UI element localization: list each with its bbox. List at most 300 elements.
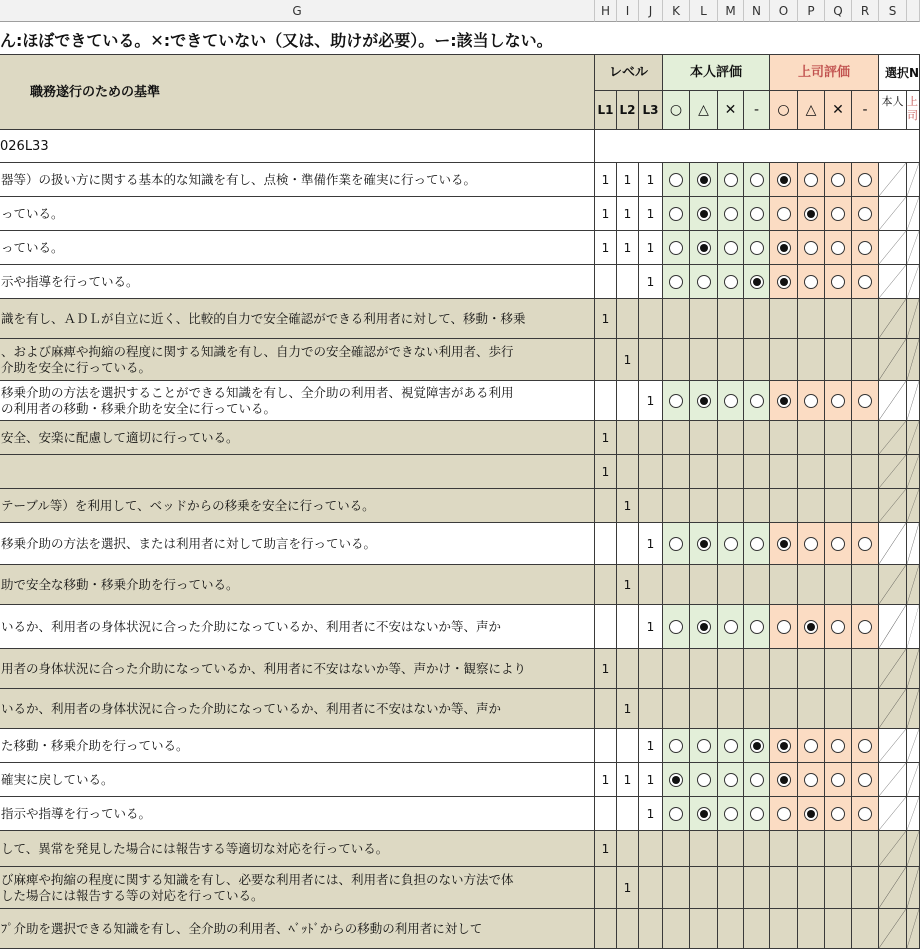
radio-button[interactable]: [669, 739, 683, 753]
select-boss-cell: [907, 565, 920, 605]
self-eval-cell[interactable]: [718, 163, 744, 197]
self-eval-cell[interactable]: [744, 729, 770, 763]
radio-button[interactable]: [697, 620, 711, 634]
boss-eval-cell: [852, 299, 879, 339]
boss-eval-cell[interactable]: [798, 163, 825, 197]
column-header-n[interactable]: N: [744, 0, 770, 22]
radio-button[interactable]: [697, 173, 711, 187]
radio-button[interactable]: [777, 739, 791, 753]
criteria-row-6: 移乗介助の方法を選択することができる知識を有し、全介助の利用者、視覚障害がある利用 の利用者の移動・移乗介助を安全に行っている。: [0, 381, 595, 421]
criteria-row-9: テーブル等）を利用して、ベッドからの移乗を安全に行っている。: [0, 489, 595, 523]
select-self-cell: [879, 163, 907, 197]
boss-eval-cell[interactable]: [825, 265, 852, 299]
select-boss-cell: [907, 689, 920, 729]
criteria-header-label: 職務遂行のための基準: [30, 85, 161, 100]
level-cell: [617, 455, 639, 489]
criteria-row-15: た移動・移乗介助を行っている。: [0, 729, 595, 763]
select-self-cell: [879, 197, 907, 231]
radio-button[interactable]: [750, 773, 764, 787]
criteria-row-10: 移乗介助の方法を選択、または利用者に対して助言を行っている。: [0, 523, 595, 565]
self-mark-1: △: [690, 91, 718, 130]
boss-eval-cell[interactable]: [852, 605, 879, 649]
column-header-j[interactable]: J: [639, 0, 663, 22]
select-header: [879, 55, 920, 91]
self-eval-cell: [718, 299, 744, 339]
radio-button[interactable]: [724, 207, 738, 221]
radio-button[interactable]: [724, 537, 738, 551]
self-eval-cell: [744, 489, 770, 523]
level-cell: [595, 339, 617, 381]
self-eval-cell[interactable]: [744, 265, 770, 299]
self-eval-cell: [690, 649, 718, 689]
radio-button[interactable]: [858, 394, 872, 408]
self-eval-cell[interactable]: [663, 163, 690, 197]
boss-eval-cell[interactable]: [770, 763, 798, 797]
select-boss-cell: [907, 455, 920, 489]
self-eval-cell: [663, 649, 690, 689]
level-cell: 1: [639, 163, 663, 197]
self-eval-cell[interactable]: [718, 523, 744, 565]
boss-eval-cell[interactable]: [825, 763, 852, 797]
select-self-cell: [879, 763, 907, 797]
self-eval-cell: [718, 867, 744, 909]
radio-button[interactable]: [669, 773, 683, 787]
boss-eval-cell[interactable]: [798, 605, 825, 649]
radio-button[interactable]: [697, 394, 711, 408]
self-eval-cell: [744, 339, 770, 381]
level-cell: [617, 605, 639, 649]
radio-button[interactable]: [724, 807, 738, 821]
radio-button[interactable]: [724, 275, 738, 289]
self-eval-cell[interactable]: [663, 197, 690, 231]
self-eval-cell[interactable]: [690, 197, 718, 231]
self-eval-cell: [663, 831, 690, 867]
level-cell: [617, 421, 639, 455]
radio-button[interactable]: [777, 207, 791, 221]
self-eval-cell: [690, 489, 718, 523]
column-header-l[interactable]: L: [690, 0, 718, 22]
radio-button[interactable]: [669, 207, 683, 221]
radio-button[interactable]: [724, 394, 738, 408]
self-eval-cell: [690, 909, 718, 949]
radio-button[interactable]: [858, 739, 872, 753]
select-self-cell: [879, 523, 907, 565]
level-cell: 1: [595, 831, 617, 867]
level-cell: [639, 489, 663, 523]
boss-eval-cell[interactable]: [852, 523, 879, 565]
radio-button[interactable]: [777, 241, 791, 255]
column-header-m[interactable]: M: [718, 0, 744, 22]
level-cell: [617, 729, 639, 763]
self-eval-cell: [744, 299, 770, 339]
level-cell: [639, 867, 663, 909]
radio-button[interactable]: [669, 394, 683, 408]
column-header-i[interactable]: I: [617, 0, 639, 22]
boss-eval-cell[interactable]: [770, 729, 798, 763]
radio-button[interactable]: [831, 739, 845, 753]
level-cell: [595, 265, 617, 299]
level-cell: [639, 339, 663, 381]
self-eval-cell[interactable]: [690, 797, 718, 831]
radio-button[interactable]: [831, 394, 845, 408]
criteria-row-2: っている。: [0, 231, 595, 265]
select-boss-cell: [907, 909, 920, 949]
radio-button[interactable]: [750, 537, 764, 551]
select-boss-cell: [907, 523, 920, 565]
radio-button[interactable]: [697, 739, 711, 753]
radio-button[interactable]: [724, 241, 738, 255]
self-eval-cell: [690, 421, 718, 455]
level-cell: 1: [639, 381, 663, 421]
radio-button[interactable]: [750, 173, 764, 187]
self-eval-cell[interactable]: [690, 763, 718, 797]
column-header-k[interactable]: K: [663, 0, 690, 22]
self-eval-cell[interactable]: [718, 605, 744, 649]
criteria-row-11: 助で安全な移動・移乗介助を行っている。: [0, 565, 595, 605]
self-mark-0: ○: [663, 91, 690, 130]
column-header-h[interactable]: H: [595, 0, 617, 22]
self-eval-cell[interactable]: [744, 605, 770, 649]
radio-button[interactable]: [750, 807, 764, 821]
radio-button[interactable]: [697, 807, 711, 821]
radio-button[interactable]: [777, 773, 791, 787]
boss-eval-cell[interactable]: [770, 381, 798, 421]
radio-button[interactable]: [669, 537, 683, 551]
criteria-row-19: び麻痺や拘縮の程度に関する知識を有し、必要な利用者には、利用者に負担のない方法で体 した場合には報告する等の対応を行っている。: [0, 867, 595, 909]
radio-button[interactable]: [669, 620, 683, 634]
radio-button[interactable]: [697, 537, 711, 551]
criteria-row-17: 指示や指導を行っている。: [0, 797, 595, 831]
boss-eval-cell[interactable]: [770, 163, 798, 197]
boss-eval-cell[interactable]: [798, 231, 825, 265]
criteria-row-20: ﾌﾟ介助を選択できる知識を有し、全介助の利用者、ﾍﾞｯﾄﾞからの移動の利用者に対して: [0, 909, 595, 949]
radio-button[interactable]: [858, 620, 872, 634]
boss-eval-cell: [770, 339, 798, 381]
level-cell: [617, 299, 639, 339]
select-self-cell: [879, 649, 907, 689]
radio-button[interactable]: [750, 620, 764, 634]
level-cell: 1: [639, 797, 663, 831]
level-cell: [639, 299, 663, 339]
level-cell: 1: [617, 339, 639, 381]
select-self-cell: [879, 797, 907, 831]
self-eval-cell[interactable]: [744, 381, 770, 421]
self-eval-cell[interactable]: [663, 381, 690, 421]
boss-eval-cell[interactable]: [852, 197, 879, 231]
radio-button[interactable]: [804, 773, 818, 787]
radio-button[interactable]: [804, 173, 818, 187]
self-eval-cell[interactable]: [690, 163, 718, 197]
self-eval-cell[interactable]: [663, 605, 690, 649]
self-eval-cell[interactable]: [718, 381, 744, 421]
radio-button[interactable]: [804, 739, 818, 753]
radio-button[interactable]: [858, 807, 872, 821]
column-header-t[interactable]: [907, 0, 920, 22]
radio-button[interactable]: [669, 241, 683, 255]
boss-eval-cell[interactable]: [770, 797, 798, 831]
boss-eval-cell[interactable]: [852, 265, 879, 299]
criteria-row-4: 識を有し、ＡＤＬが自立に近く、比較的自力で安全確認ができる利用者に対して、移動・移乗: [0, 299, 595, 339]
radio-button[interactable]: [831, 173, 845, 187]
level-cell: 1: [595, 197, 617, 231]
select-self-cell: [879, 605, 907, 649]
boss-eval-cell[interactable]: [852, 729, 879, 763]
self-eval-cell[interactable]: [690, 265, 718, 299]
boss-eval-cell: [852, 421, 879, 455]
radio-button[interactable]: [858, 537, 872, 551]
boss-eval-cell[interactable]: [770, 523, 798, 565]
self-eval-cell: [690, 565, 718, 605]
radio-button[interactable]: [750, 739, 764, 753]
self-eval-cell: [663, 909, 690, 949]
self-eval-cell: [718, 339, 744, 381]
self-eval-cell[interactable]: [663, 797, 690, 831]
self-eval-cell[interactable]: [690, 231, 718, 265]
radio-button[interactable]: [804, 807, 818, 821]
self-eval-cell: [744, 831, 770, 867]
self-eval-cell[interactable]: [718, 231, 744, 265]
self-eval-cell: [690, 339, 718, 381]
radio-button[interactable]: [777, 620, 791, 634]
select-boss-cell: [907, 763, 920, 797]
boss-eval-cell[interactable]: [852, 381, 879, 421]
boss-eval-cell[interactable]: [852, 797, 879, 831]
radio-button[interactable]: [804, 275, 818, 289]
criteria-row-18: して、異常を発見した場合には報告する等適切な対応を行っている。: [0, 831, 595, 867]
radio-button[interactable]: [804, 394, 818, 408]
boss-eval-header: [770, 55, 879, 91]
level-cell: [617, 649, 639, 689]
radio-button[interactable]: [724, 620, 738, 634]
radio-button[interactable]: [777, 275, 791, 289]
level-cell: [595, 729, 617, 763]
self-eval-cell: [663, 339, 690, 381]
select-boss-cell: [907, 489, 920, 523]
level-cell: 1: [595, 763, 617, 797]
level-cell: 1: [639, 763, 663, 797]
boss-eval-cell[interactable]: [770, 197, 798, 231]
criteria-row-12: いるか、利用者の身体状況に合った介助になっているか、利用者に不安はないか等、声か: [0, 605, 595, 649]
boss-eval-cell[interactable]: [825, 381, 852, 421]
self-eval-cell[interactable]: [718, 763, 744, 797]
column-header-r[interactable]: R: [852, 0, 879, 22]
column-header-g[interactable]: G: [0, 0, 595, 22]
criteria-row-8: [0, 455, 595, 489]
level-sub-l3: L3: [639, 91, 663, 130]
level-cell: [639, 565, 663, 605]
radio-button[interactable]: [831, 241, 845, 255]
self-eval-cell: [690, 867, 718, 909]
level-cell: 1: [617, 565, 639, 605]
radio-button[interactable]: [858, 275, 872, 289]
radio-button[interactable]: [669, 275, 683, 289]
radio-button[interactable]: [831, 620, 845, 634]
select-self-cell: [879, 729, 907, 763]
boss-eval-cell: [770, 455, 798, 489]
boss-eval-cell[interactable]: [798, 265, 825, 299]
radio-button[interactable]: [724, 173, 738, 187]
self-eval-cell[interactable]: [663, 265, 690, 299]
level-cell: 1: [639, 197, 663, 231]
self-eval-cell[interactable]: [718, 265, 744, 299]
self-eval-cell[interactable]: [744, 197, 770, 231]
radio-button[interactable]: [777, 394, 791, 408]
boss-eval-cell: [770, 909, 798, 949]
boss-eval-cell: [825, 831, 852, 867]
sheet-title: ん:ほぼできている。✕:できていない（又は、助けが必要）。ー:該当しない。: [0, 22, 920, 55]
radio-button[interactable]: [804, 241, 818, 255]
radio-button[interactable]: [777, 537, 791, 551]
radio-button[interactable]: [804, 620, 818, 634]
code-label: 026L33: [0, 130, 595, 163]
boss-eval-cell[interactable]: [825, 605, 852, 649]
level-cell: 1: [595, 163, 617, 197]
self-eval-cell: [744, 421, 770, 455]
self-eval-cell[interactable]: [744, 523, 770, 565]
radio-button[interactable]: [858, 773, 872, 787]
self-eval-cell[interactable]: [690, 605, 718, 649]
self-eval-cell[interactable]: [663, 523, 690, 565]
radio-button[interactable]: [750, 207, 764, 221]
boss-eval-cell[interactable]: [825, 197, 852, 231]
select-boss-cell: [907, 381, 920, 421]
boss-eval-cell[interactable]: [798, 763, 825, 797]
boss-eval-cell[interactable]: [825, 231, 852, 265]
radio-button[interactable]: [697, 207, 711, 221]
radio-button[interactable]: [777, 807, 791, 821]
radio-button[interactable]: [858, 207, 872, 221]
level-cell: 1: [639, 523, 663, 565]
self-eval-cell[interactable]: [744, 763, 770, 797]
self-eval-cell: [718, 421, 744, 455]
radio-button[interactable]: [831, 537, 845, 551]
boss-eval-cell: [852, 455, 879, 489]
radio-button[interactable]: [831, 807, 845, 821]
select-self-cell: [879, 339, 907, 381]
self-eval-cell: [718, 455, 744, 489]
boss-eval-cell: [798, 867, 825, 909]
self-eval-cell: [663, 299, 690, 339]
radio-button[interactable]: [804, 537, 818, 551]
level-cell: [617, 381, 639, 421]
self-eval-cell[interactable]: [690, 729, 718, 763]
boss-eval-cell: [798, 339, 825, 381]
radio-button[interactable]: [669, 173, 683, 187]
level-cell: 1: [595, 299, 617, 339]
radio-button[interactable]: [750, 275, 764, 289]
radio-button[interactable]: [750, 394, 764, 408]
boss-eval-cell: [825, 299, 852, 339]
level-cell: [639, 649, 663, 689]
radio-button[interactable]: [697, 241, 711, 255]
boss-eval-cell: [852, 831, 879, 867]
radio-button[interactable]: [858, 173, 872, 187]
radio-button[interactable]: [750, 241, 764, 255]
level-cell: [617, 831, 639, 867]
self-eval-cell: [718, 689, 744, 729]
self-eval-cell[interactable]: [718, 729, 744, 763]
column-header-q[interactable]: Q: [825, 0, 852, 22]
level-header: [595, 55, 663, 91]
boss-eval-cell[interactable]: [770, 605, 798, 649]
level-cell: 1: [639, 265, 663, 299]
self-eval-cell[interactable]: [744, 163, 770, 197]
boss-eval-cell[interactable]: [825, 163, 852, 197]
boss-eval-cell[interactable]: [852, 163, 879, 197]
level-cell: [595, 523, 617, 565]
boss-eval-cell: [852, 339, 879, 381]
radio-button[interactable]: [858, 241, 872, 255]
boss-eval-cell[interactable]: [770, 231, 798, 265]
select-self-cell: [879, 909, 907, 949]
boss-eval-cell[interactable]: [852, 231, 879, 265]
boss-eval-cell: [798, 831, 825, 867]
self-eval-cell[interactable]: [663, 231, 690, 265]
radio-button[interactable]: [831, 275, 845, 289]
boss-eval-cell[interactable]: [825, 797, 852, 831]
boss-eval-cell: [852, 867, 879, 909]
boss-eval-cell[interactable]: [798, 523, 825, 565]
level-cell: [617, 523, 639, 565]
radio-button[interactable]: [804, 207, 818, 221]
level-cell: [595, 565, 617, 605]
level-cell: [617, 265, 639, 299]
boss-eval-cell[interactable]: [852, 763, 879, 797]
radio-button[interactable]: [831, 773, 845, 787]
radio-button[interactable]: [831, 207, 845, 221]
level-cell: 1: [595, 231, 617, 265]
level-cell: [639, 831, 663, 867]
column-header-o[interactable]: O: [770, 0, 798, 22]
boss-eval-cell[interactable]: [798, 381, 825, 421]
select-sub-boss: 上司: [907, 91, 920, 130]
boss-eval-cell[interactable]: [798, 797, 825, 831]
level-cell: 1: [595, 421, 617, 455]
level-cell: [617, 909, 639, 949]
radio-button[interactable]: [724, 739, 738, 753]
radio-button[interactable]: [697, 275, 711, 289]
self-eval-cell[interactable]: [718, 197, 744, 231]
self-eval-cell[interactable]: [718, 797, 744, 831]
select-self-cell: [879, 489, 907, 523]
boss-eval-cell[interactable]: [825, 729, 852, 763]
self-eval-cell[interactable]: [744, 797, 770, 831]
self-eval-cell: [663, 689, 690, 729]
self-mark-3: -: [744, 91, 770, 130]
self-eval-cell[interactable]: [744, 231, 770, 265]
boss-eval-header-label: 上司評価: [797, 65, 850, 80]
select-boss-cell: [907, 265, 920, 299]
radio-button[interactable]: [669, 807, 683, 821]
radio-button[interactable]: [724, 773, 738, 787]
self-eval-cell[interactable]: [663, 729, 690, 763]
boss-eval-cell[interactable]: [798, 729, 825, 763]
radio-button[interactable]: [697, 773, 711, 787]
boss-eval-cell: [852, 489, 879, 523]
boss-eval-cell: [825, 421, 852, 455]
column-header-s[interactable]: S: [879, 0, 907, 22]
self-eval-cell: [663, 421, 690, 455]
boss-eval-cell[interactable]: [825, 523, 852, 565]
radio-button[interactable]: [777, 173, 791, 187]
boss-eval-cell[interactable]: [770, 265, 798, 299]
self-eval-cell[interactable]: [663, 763, 690, 797]
column-header-p[interactable]: P: [798, 0, 825, 22]
boss-eval-cell[interactable]: [798, 197, 825, 231]
self-eval-cell[interactable]: [690, 381, 718, 421]
level-cell: 1: [639, 605, 663, 649]
self-eval-cell[interactable]: [690, 523, 718, 565]
